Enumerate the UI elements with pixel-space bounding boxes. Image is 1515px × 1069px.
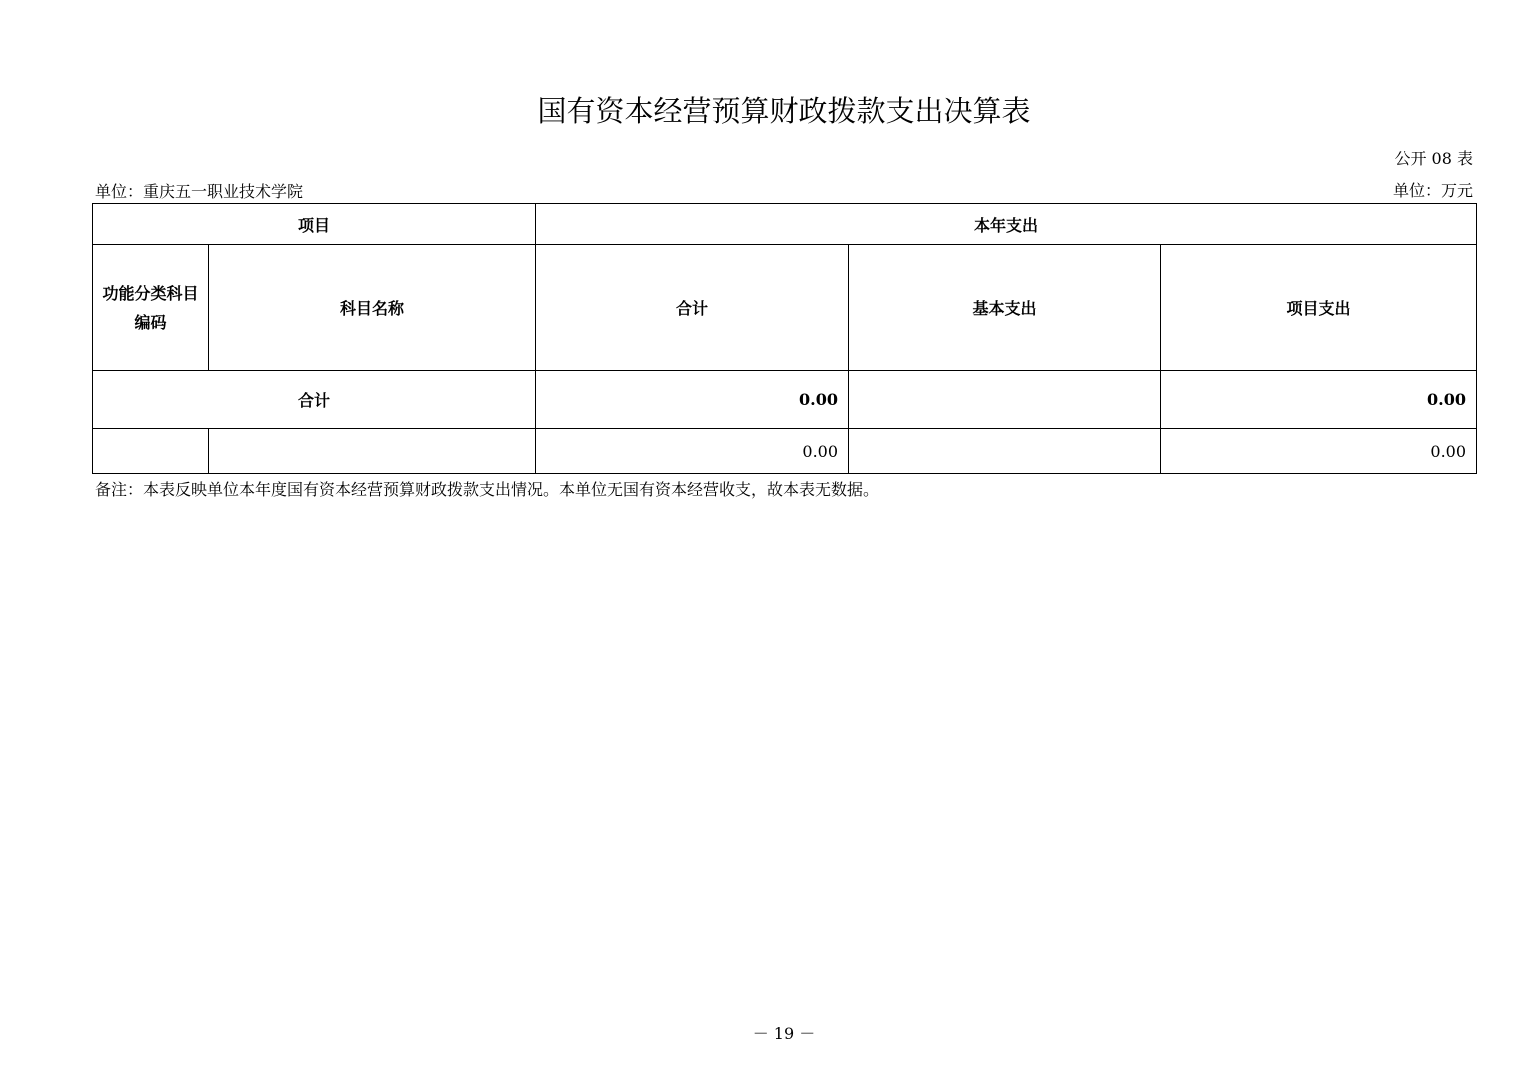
table-row <box>93 429 1477 474</box>
table-note: 备注：本表反映单位本年度国有资本经营预算财政拨款支出情况。本单位无国有资本经营收支，故本表无数据。 <box>95 480 880 499</box>
header-total: 合计 <box>536 245 849 371</box>
page-number: － 19 － <box>752 1024 816 1043</box>
total-row-total-value: 0.00 <box>536 371 849 429</box>
header-basic-expenditure: 基本支出 <box>849 245 1161 371</box>
total-row-basic-value <box>849 371 1161 429</box>
row-basic-value <box>849 429 1161 474</box>
header-current-year-expenditure: 本年支出 <box>536 204 1477 245</box>
header-function-code: 功能分类科目编码 <box>93 245 209 371</box>
header-item: 项目 <box>93 204 536 245</box>
total-row-project-value: 0.00 <box>1161 371 1477 429</box>
header-subject-name: 科目名称 <box>209 245 536 371</box>
row-project-value: 0.00 <box>1161 429 1477 474</box>
row-function-code <box>93 429 209 474</box>
unit-organization: 单位：重庆五一职业技术学院 <box>95 182 304 201</box>
row-subject-name <box>209 429 536 474</box>
table-header-row-columns <box>93 245 1477 371</box>
table-total-row <box>93 371 1477 429</box>
table-header-row-top <box>93 204 1477 245</box>
total-row-label: 合计 <box>93 371 536 429</box>
row-total-value: 0.00 <box>536 429 849 474</box>
unit-currency: 单位：万元 <box>1392 181 1473 200</box>
page-title: 国有资本经营预算财政拨款支出决算表 <box>537 94 1031 128</box>
expenditure-table <box>92 203 1477 474</box>
header-project-expenditure: 项目支出 <box>1161 245 1477 371</box>
form-code: 公开 08 表 <box>1394 149 1473 168</box>
